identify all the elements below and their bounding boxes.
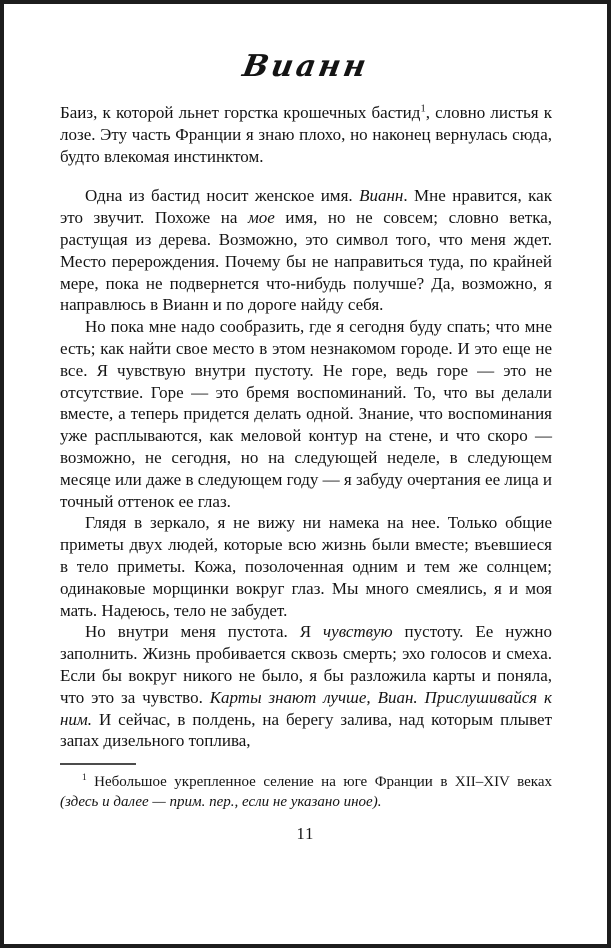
text-run: (здесь и далее — прим. пер., если не указано иное).: [60, 794, 382, 811]
page-number: 11: [296, 824, 315, 844]
footnote-rule: [60, 763, 136, 765]
text-run: Глядя в зеркало, я не вижу ни намека на нее. Только общие приметы двух людей, которые всю жизнь были вместе; въевшиеся в тело приметы. Кожа, позолоченная одним и тем же солнцем; одинаковые морщинки вокруг глаз. Мы много смеялись, я и моя мать. Надеюсь, тело не забудет.: [60, 513, 552, 620]
text-run: . Мне нравится, как это звучит. Похоже на: [60, 186, 552, 228]
text-run: Баиз, к которой льнет горстка крошечных бастид: [60, 103, 421, 122]
text-run: пустоту. Ее нужно заполнить. Жизнь пробивается сквозь смерть; эхо голосов и смеха. Если бы вокруг никого не было, я бы разложила карты и поняла, что это за чувство.: [60, 622, 552, 707]
text-run: 1: [420, 103, 426, 115]
chapter-title: [4, 44, 607, 90]
text-run: Небольшое укрепленное селение на юге Франции в XII–XIV веках: [86, 774, 552, 791]
paragraph: [60, 621, 552, 752]
text-run: И сейчас, в полдень, на берегу залива, над которым плывет запах дизельного топлива,: [60, 709, 552, 751]
text-run: Одна из бастид носит женское имя.: [85, 186, 360, 206]
text-run: Но пока мне надо сообразить, где я сегодня буду спать; что мне есть; как найти свое место в этом незнакомом городе. И это еще не все. Я чувствую внутри пустоту. Не горе, ведь горе — это не отсутствие. Горе — это бремя воспоминаний. То, что вы делали вместе, а теперь придется делать одной. Знание, что воспоминания уже расплываются, как меловой контур на стене, и что скоро — возможно, не сегодня, но на следующей неделе, в следующем месяце или даже в следующем году — я забуду очертания ее лица и точный оттенок ее глаз.: [60, 317, 552, 511]
paragraph: [60, 512, 552, 621]
text-run: Но внутри меня пустота. Я: [85, 622, 324, 642]
paragraph: [60, 185, 552, 316]
text-run: Вианн: [359, 186, 404, 206]
text-run: , словно листья к лозе. Эту часть Франции я знаю плохо, но наконец вернулась сюда, будто влекомая инстинктом.: [60, 103, 552, 166]
text-run: 1: [82, 773, 87, 784]
paragraph: [60, 316, 552, 512]
body-text: [4, 102, 607, 752]
chapter-title-script-text: Вианн: [239, 49, 372, 84]
text-run: Карты знают лучше, Виан. Прислушивайся к ним.: [60, 687, 552, 729]
text-run: чувствую: [323, 622, 393, 642]
text-run: имя, но не совсем; словно ветка, растущая из дерева. Возможно, это символ того, что меня ждет. Место перерождения. Почему бы не направиться туда, по крайней мере, пока не подвернется что-нибудь получше? Да, возможно, я направлюсь в Вианн и по дороге найду себя.: [60, 208, 552, 315]
paragraph: [60, 102, 552, 167]
text-run: мое: [247, 208, 275, 228]
footnote: [4, 772, 607, 812]
